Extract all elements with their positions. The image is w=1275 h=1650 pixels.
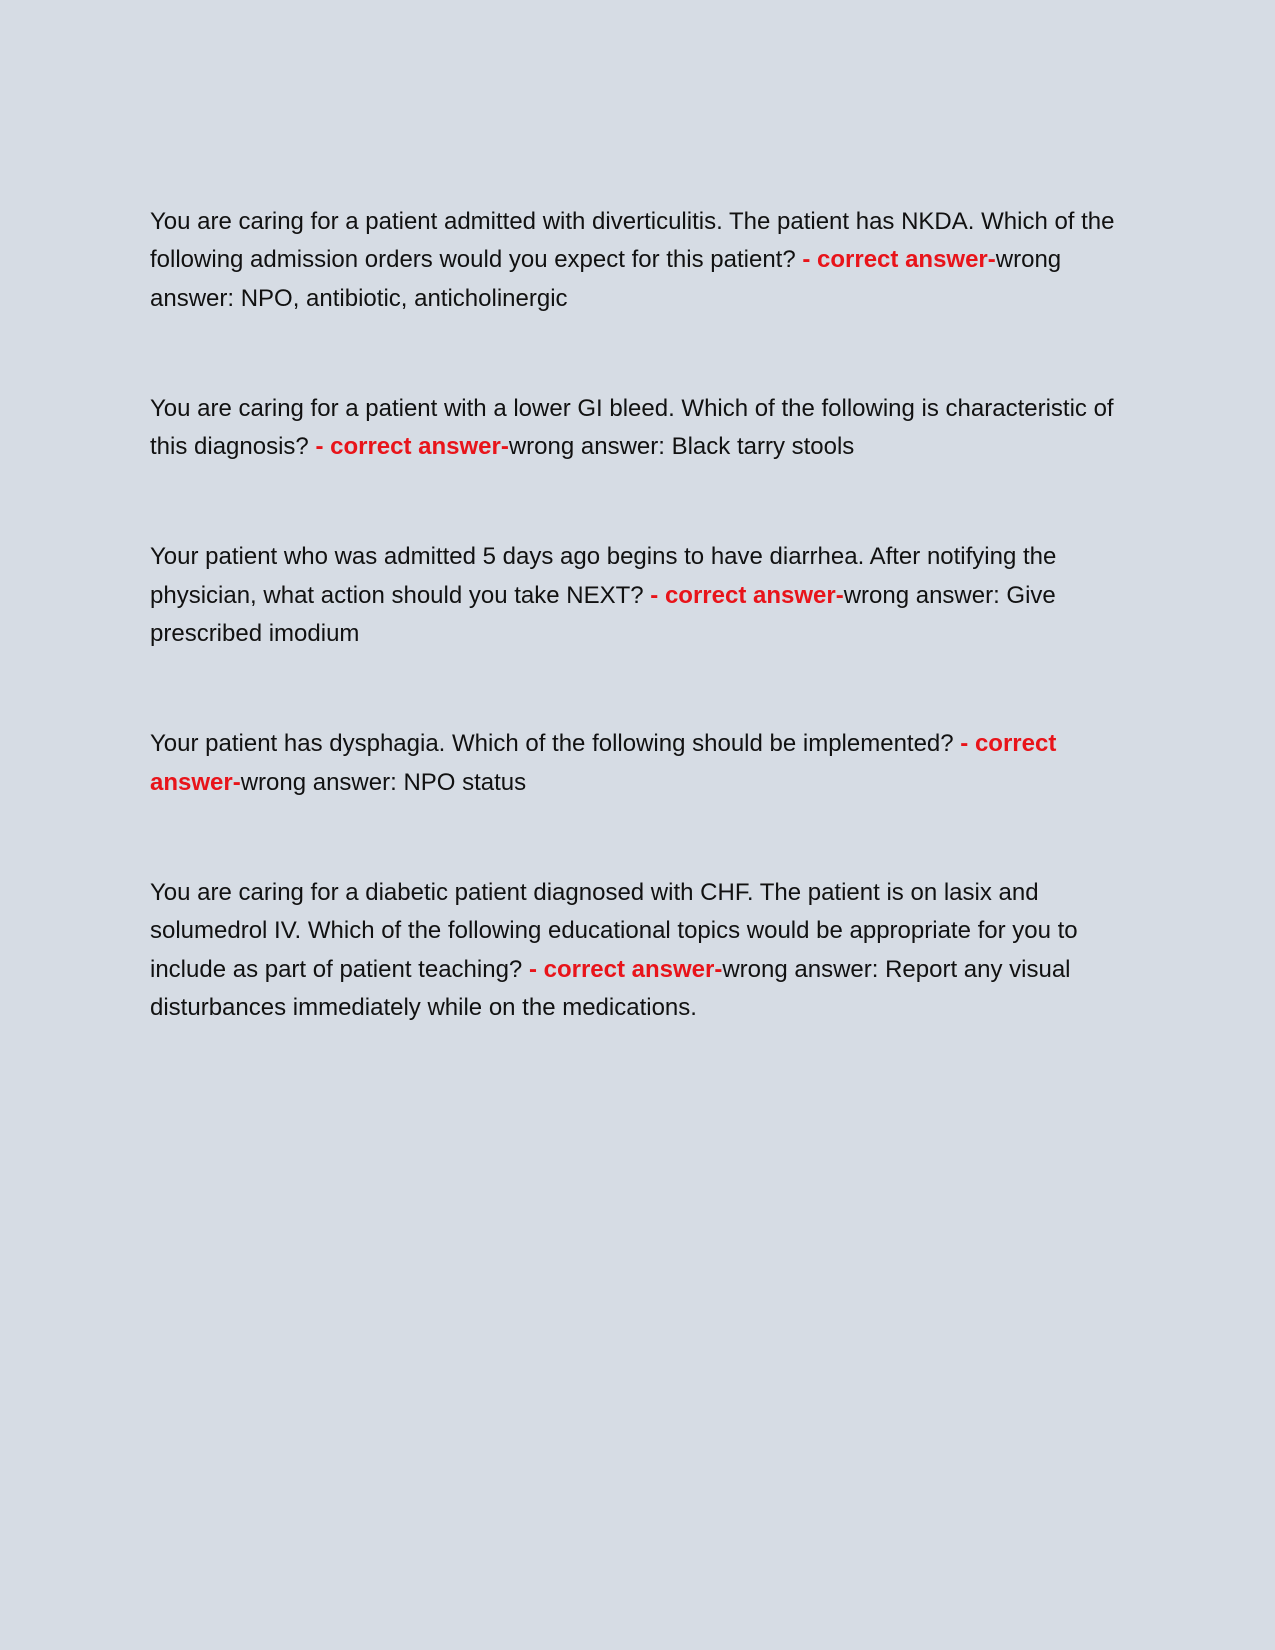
answer-text: wrong answer: NPO status (240, 768, 527, 796)
question-text: You are caring for a patient admitted with diverticulitis. The patient has NKDA. Which of the following admission orders would you expect for this patient? (150, 208, 1115, 274)
answer-text: wrong answer: Report any visual disturbances immediately while on the medications. (150, 955, 1071, 1021)
correct-answer-marker: - correct answer- (150, 730, 1057, 796)
correct-answer-marker: - correct answer- (528, 955, 723, 983)
qa-item-4 (150, 725, 1130, 802)
answer-text: wrong answer: Give prescribed imodium (150, 581, 1056, 648)
qa-item-2 (150, 390, 1130, 467)
qa-item-5 (150, 874, 1130, 1027)
question-text: You are caring for a patient with a lower GI bleed. Which of the following is characteristic of this diagnosis? (150, 394, 1114, 461)
answer-text: wrong answer: NPO, antibiotic, anticholinergic (150, 246, 1062, 312)
correct-answer-marker: - correct answer- (650, 581, 844, 609)
question-text: You are caring for a diabetic patient diagnosed with CHF. The patient is on lasix and solumedrol IV. Which of the following educational topics would be appropriate for you to include as part of patient teaching? (150, 878, 1078, 983)
qa-item-3 (150, 538, 1130, 653)
qa-item-1 (150, 203, 1130, 318)
correct-answer-marker: - correct answer- (315, 433, 509, 461)
answer-text: wrong answer: Black tarry stools (508, 433, 855, 461)
correct-answer-marker: - correct answer- (802, 246, 996, 274)
question-text: Your patient has dysphagia. Which of the following should be implemented? (150, 730, 961, 758)
document-page (150, 203, 1130, 1099)
question-text: Your patient who was admitted 5 days ago begins to have diarrhea. After notifying the physician, what action should you take NEXT? (150, 543, 1057, 609)
